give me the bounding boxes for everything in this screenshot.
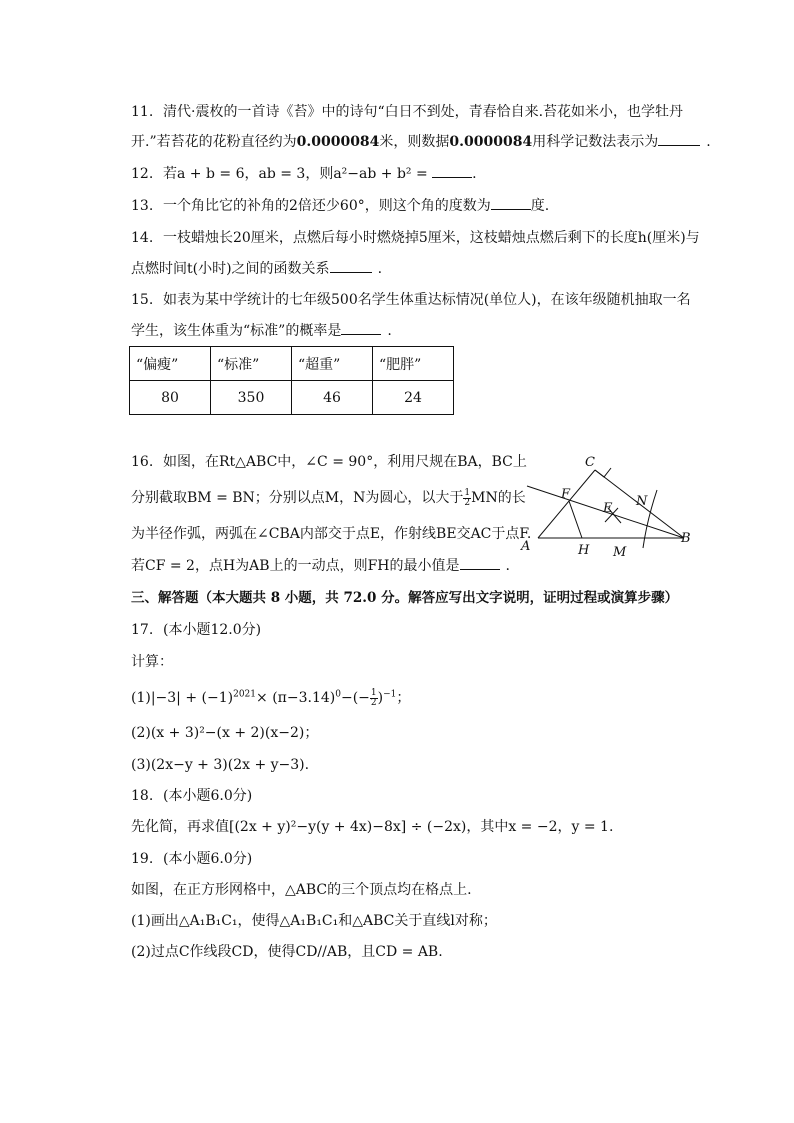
q15-answer-blank[interactable]: [341, 320, 381, 335]
q17-p1-exponent-3: −1: [383, 689, 397, 700]
q12-line: [131, 163, 477, 185]
q11-value-2: 0.0000084: [449, 134, 533, 150]
q18-text: 先化简，再求值[(2x + y)²−y(y + 4x)−8x] ÷ (−2x)，其中x = −2，y = 1.: [131, 819, 614, 835]
q17-p1-fraction: [370, 689, 378, 708]
segment-ac: [538, 470, 595, 538]
q14-number: 14.: [131, 230, 154, 246]
q15-line2: [131, 320, 392, 342]
q17-p1-e: ；: [396, 690, 411, 706]
q11-line2: [131, 131, 711, 153]
label-a: A: [521, 539, 531, 554]
fraction-denominator: 2: [370, 697, 377, 708]
table-cell: 80: [130, 381, 211, 415]
label-c: C: [585, 455, 595, 470]
q11-line1: [131, 101, 683, 123]
q16-text-4: 若CF = 2，点H为AB上的一动点，则FH的最小值是: [131, 558, 460, 574]
q15-end: .: [387, 323, 392, 339]
q14-end: .: [377, 261, 383, 277]
q14-line1: [131, 227, 700, 249]
q18-number: 18.: [131, 788, 154, 804]
q17-intro: 计算：: [131, 654, 173, 670]
q12-number: 12.: [131, 166, 154, 182]
q13-answer-blank[interactable]: [491, 195, 531, 210]
q16-text-2a: 分别截取BM = BN；分别以点M，N为圆心，以大于: [131, 490, 464, 506]
q17-p1-d: ): [377, 690, 384, 706]
q19-header: [131, 848, 252, 870]
right-angle-mark: [595, 468, 611, 477]
q16-text-1: 如图，在Rt△ABC中，∠C = 90°，利用尺规在BA，BC上: [163, 454, 527, 470]
q17-number: 17.: [131, 622, 154, 638]
q17-part3: (3)(2x−y + 3)(2x + y−3).: [131, 757, 310, 773]
q11-text-1: 清代·震枚的一首诗《苔》中的诗句“白日不到处，青春恰自来.苔花如米小，也学牡丹: [163, 104, 684, 120]
q14-text-2: 点燃时间t(小时)之间的函数关系: [131, 261, 330, 277]
table-row: [130, 381, 454, 415]
label-h: H: [578, 543, 590, 558]
q19-intro: 如图，在正方形网格中，△ABC的三个顶点均在格点上.: [131, 882, 472, 898]
table-cell: 350: [211, 381, 292, 415]
q18-score: (本小题6.0分): [163, 788, 253, 804]
q14-text-1: 一枝蜡烛长20厘米，点燃后每小时燃烧掉5厘米，这枝蜡烛点燃后剩下的长度h(厘米)与: [163, 230, 700, 246]
q11-text-2a: 开.”若苔花的花粉直径约为: [131, 134, 297, 150]
label-f: F: [561, 487, 571, 502]
q12-answer-blank[interactable]: [432, 163, 472, 178]
q15-text-2: 学生，该生体重为“标准”的概率是: [131, 323, 342, 339]
q13-line: [131, 195, 549, 217]
segment-fh: [569, 501, 582, 538]
q17-p1-exponent-2: 0: [335, 689, 341, 700]
q17-score: (本小题12.0分): [163, 622, 262, 638]
fraction-numerator: 1: [370, 687, 377, 698]
fraction-numerator: 1: [464, 487, 471, 498]
q16-text-2b: MN的长: [471, 490, 526, 506]
table-header-cell: “标准”: [211, 347, 292, 381]
table-header-cell: “肥胖”: [373, 347, 454, 381]
q13-number: 13.: [131, 198, 154, 214]
q17-header: [131, 619, 261, 641]
q18-header: [131, 785, 252, 807]
q17-p1-exponent: 2021: [233, 689, 257, 700]
q17-p1-b: × (π−3.14): [256, 690, 336, 706]
table-cell: 46: [292, 381, 373, 415]
q12-end: .: [472, 166, 477, 182]
q19-score: (本小题6.0分): [163, 851, 253, 867]
label-b: B: [681, 531, 691, 546]
q16-line1: [131, 451, 527, 473]
q16-triangle-figure: [515, 450, 700, 562]
q16-text-3: 为半径作弧，两弧在∠CBA内部交于点E，作射线BE交AC于点F.: [131, 526, 532, 542]
label-m: M: [613, 545, 627, 560]
q17-p1-c: −(−: [340, 690, 370, 706]
q11-answer-blank[interactable]: [658, 131, 700, 146]
q15-number: 15.: [131, 292, 154, 308]
q15-text-1: 如表为某中学统计的七年级500名学生体重达标情况(单位人)，在该年级随机抽取一名: [163, 292, 691, 308]
q16-answer-blank[interactable]: [460, 555, 500, 570]
q16-number: 16.: [131, 454, 154, 470]
q14-line2: [131, 258, 382, 280]
q11-text-2c: 用科学记数法表示为: [532, 134, 659, 150]
section-3-title: 三、解答题（本大题共 8 小题，共 72.0 分。解答应写出文字说明，证明过程或演算步骤）: [131, 590, 679, 606]
q16-fraction: [463, 489, 471, 508]
label-e: E: [603, 501, 613, 516]
q11-text-2b: 米，则数据: [379, 134, 450, 150]
table-cell: 24: [373, 381, 454, 415]
q19-number: 19.: [131, 851, 154, 867]
table-row: [130, 347, 454, 381]
q17-part1: [131, 687, 410, 709]
label-n: N: [636, 494, 648, 509]
q14-answer-blank[interactable]: [330, 258, 372, 273]
q19-part1: (1)画出△A₁B₁C₁，使得△A₁B₁C₁和△ABC关于直线l对称；: [131, 913, 497, 929]
table-header-cell: “超重”: [292, 347, 373, 381]
table-header-cell: “偏瘦”: [130, 347, 211, 381]
q16-line2: [131, 487, 526, 509]
q16-end: .: [505, 558, 510, 574]
q15-table: [129, 346, 454, 415]
q11-number: 11.: [131, 104, 154, 120]
q13-end: 度.: [530, 198, 550, 214]
fraction-denominator: 2: [464, 497, 471, 508]
q16-line4: [131, 555, 510, 577]
q17-p1-a: (1)|−3| + (−1): [131, 690, 234, 706]
q19-part2: (2)过点C作线段CD，使得CD//AB，且CD = AB.: [131, 944, 443, 960]
q13-text: 一个角比它的补角的2倍还少60°，则这个角的度数为: [163, 198, 491, 214]
q11-end: .: [706, 134, 711, 150]
q16-line3: [131, 523, 531, 545]
q12-text: 若a + b = 6，ab = 3，则a²−ab + b² =: [163, 166, 433, 182]
q15-line1: [131, 289, 691, 311]
q17-part2: (2)(x + 3)²−(x + 2)(x−2)；: [131, 725, 319, 741]
q11-value-1: 0.0000084: [296, 134, 380, 150]
